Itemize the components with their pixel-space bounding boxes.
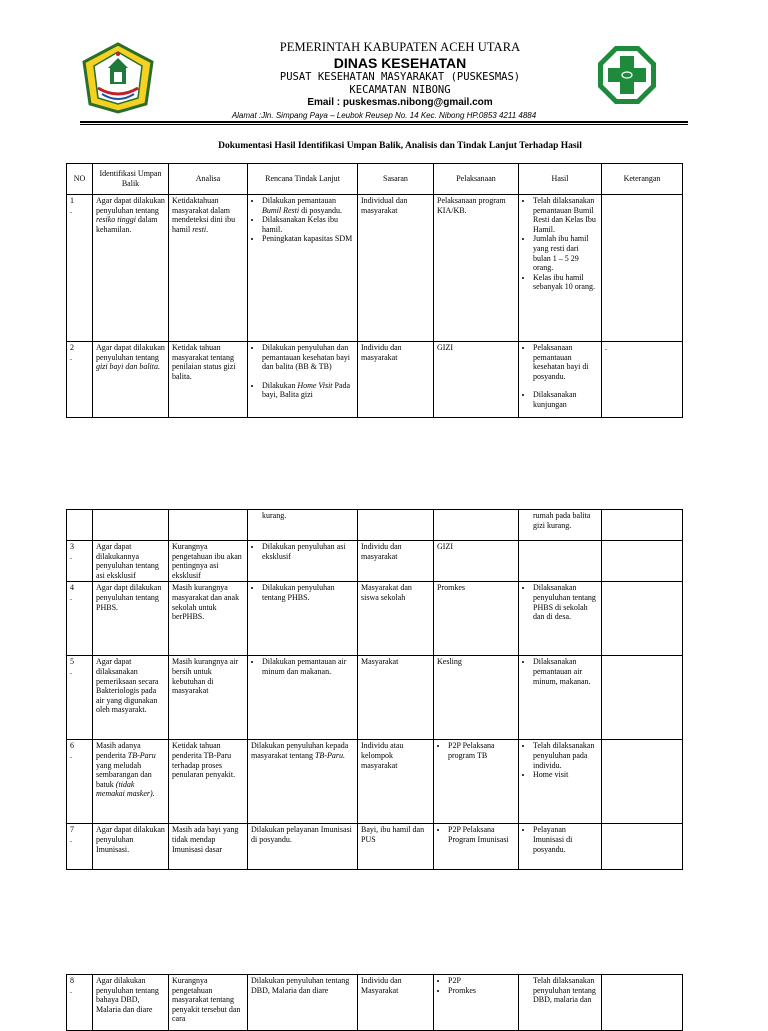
pelaksanaan-cell (434, 510, 519, 541)
sasaran-cell: Masyarakat dan siswa sekolah (358, 582, 434, 656)
analisa-cell: Masih ada bayi yang tidak mendap Imunisasi dasar (169, 824, 248, 870)
analisa-cell: Ketidaktahuan masyarakat dalam mendeteksi dini ibu hamil resti. (169, 195, 248, 342)
hasil-cell (519, 342, 602, 418)
hasil-cell: rumah pada balita gizi kurang. (519, 510, 602, 541)
table-row-2 (67, 342, 683, 418)
letterhead (200, 40, 600, 109)
list-item: • Dilaksanakan kunjungan (533, 390, 598, 409)
identifikasi-cell: Agar dilakukan penyuluhan tentang bahaya DBD, Malaria dan diare (93, 975, 169, 1031)
keterangan-cell (602, 510, 683, 541)
list-item: • P2P (448, 976, 515, 986)
rencana-cell: Dilakukan penyuluhan kepada masyarakat tentang TB-Paru. (248, 740, 358, 824)
identifikasi-cell: Agar dapat dilakukan penyuluhan tentang gizi bayi dan balita. (93, 342, 169, 418)
rencana-cell: kurang. (248, 510, 358, 541)
sasaran-cell (358, 510, 434, 541)
hasil-cell (519, 195, 602, 342)
list-item: • Dilakukan penyuluhan asi eksklusif (262, 542, 354, 561)
col-header-no: NO (67, 164, 93, 195)
hasil-cell (519, 656, 602, 740)
table-row-4 (67, 582, 683, 656)
header-rule-thick (80, 121, 688, 123)
pelaksanaan-cell (434, 975, 519, 1031)
government-name: PEMERINTAH KABUPATEN ACEH UTARA (279, 40, 521, 54)
list-item: • Telah dilaksanakan penyuluhan pada individu. (533, 741, 598, 770)
table-header-row (67, 164, 683, 195)
feedback-table-part-1 (66, 163, 683, 418)
table-row-2-continued (67, 510, 683, 541)
list-item: • Peningkatan kapasitas SDM (262, 234, 354, 244)
table-row-6 (67, 740, 683, 824)
pelaksanaan-cell: GIZI (434, 541, 519, 582)
pelaksanaan-cell: Promkes (434, 582, 519, 656)
health-cross-logo (596, 44, 658, 106)
row-number (67, 510, 93, 541)
feedback-table-part-3 (66, 974, 683, 1031)
list-item: • Dilaksanakan Kelas ibu hamil. (262, 215, 354, 234)
pelaksanaan-cell (434, 740, 519, 824)
keterangan-cell (602, 740, 683, 824)
keterangan-cell (602, 541, 683, 582)
list-item: • Jumlah ibu hamil yang resti dari bulan 1 – 5 29 orang. (533, 234, 598, 272)
row-number: 1 . (67, 195, 93, 342)
row-number: 2 . (67, 342, 93, 418)
identifikasi-cell (93, 510, 169, 541)
pelaksanaan-cell: GIZI (434, 342, 519, 418)
pelaksanaan-cell: Kesling (434, 656, 519, 740)
sasaran-cell: Individu dan masyarakat (358, 541, 434, 582)
list-item: • Dilaksanakan pemantauan air minum, makanan. (533, 657, 598, 686)
list-item: • Pelaksanaan pemantauan kesehatan bayi di posyandu. (533, 343, 598, 381)
list-spacer (262, 372, 354, 381)
col-header-analisa: Analisa (169, 164, 248, 195)
address-line: Alamat :Jln. Simpang Paya – Leubok Reusep No. 14 Kec. Nibong HP.0853 4211 4884 (231, 111, 537, 120)
list-item: • Home visit (533, 770, 598, 780)
pelaksanaan-cell: Pelaksanaan program KIA/KB. (434, 195, 519, 342)
rencana-cell (248, 541, 358, 582)
hasil-cell (519, 740, 602, 824)
rencana-cell: Dilakukan pelayanan Imunisasi di posyandu. (248, 824, 358, 870)
row-number: 6 . (67, 740, 93, 824)
identifikasi-cell: Agar dapat dilakukan penyuluhan tentang resiko tinggi dalam kehamilan. (93, 195, 169, 342)
list-item: • Dilakukan penyuluhan dan pemantauan kesehatan bayi dan balita (BB & TB) (262, 343, 354, 372)
row-number: 4 . (67, 582, 93, 656)
keterangan-cell (602, 824, 683, 870)
row-number: 3 . (67, 541, 93, 582)
col-header-identifikasi: Identifikasi Umpan Balik (93, 164, 169, 195)
list-item: • P2P Pelaksana program TB (448, 741, 515, 760)
row-number: 7 . (67, 824, 93, 870)
sasaran-cell: Individual dan masyarakat (358, 195, 434, 342)
hasil-cell (519, 582, 602, 656)
hasil-cell (519, 541, 602, 582)
col-header-sasaran: Sasaran (358, 164, 434, 195)
email-line: Email : puskesmas.nibong@gmail.com (307, 97, 493, 108)
list-item: • Promkes (448, 986, 515, 996)
rencana-cell (248, 342, 358, 418)
sasaran-cell: Individu dan Masyarakat (358, 975, 434, 1031)
col-header-keterangan: Keterangan (602, 164, 683, 195)
table-row-5 (67, 656, 683, 740)
table-row-1 (67, 195, 683, 342)
keterangan-cell (602, 582, 683, 656)
identifikasi-cell: Agar dapat dilaksanakan pemeriksaan secara Bakteriologis pada air yang digunakan oleh masyarakt. (93, 656, 169, 740)
list-item: • Telah dilaksanakan pemantauan Bumil Resti dan Kelas Ibu Hamil. (533, 196, 598, 234)
table-row-7 (67, 824, 683, 870)
analisa-cell: Kurangnya pengetahuan ibu akan pentingnya asi eksklusif (169, 541, 248, 582)
analisa-cell: Ketidak tahuan penderita TB-Paru terhadap proses penularan penyakit. (169, 740, 248, 824)
list-item: • Dilakukan penyuluhan tentang PHBS. (262, 583, 354, 602)
list-item: • Pelayanan Imunisasi di posyandu. (533, 825, 598, 854)
header-rule-thin (80, 124, 688, 125)
district-name: KECAMATAN NIBONG (349, 83, 451, 96)
list-item: • P2P Pelaksana Program Imunisasi (448, 825, 515, 844)
analisa-cell: Ketidak tahuan masyarakat tentang penilaian status gizi balita. (169, 342, 248, 418)
analisa-cell (169, 510, 248, 541)
table-row-8 (67, 975, 683, 1031)
list-item: • Dilakukan pemantauan Bumil Resti di posyandu. (262, 196, 354, 215)
list-item: • Dilakukan Home Visit Pada bayi, Balita gizi (262, 381, 354, 400)
rencana-cell: Dilakukan penyuluhan tentang DBD, Malaria dan diare (248, 975, 358, 1031)
table-row-3 (67, 541, 683, 582)
rencana-cell (248, 195, 358, 342)
agency-name: DINAS KESEHATAN (333, 55, 467, 71)
col-header-rencana: Rencana Tindak Lanjut (248, 164, 358, 195)
feedback-table-part-2 (66, 509, 683, 870)
keterangan-cell: . (602, 342, 683, 418)
list-item: • Dilakukan pemantauan air minum dan makanan. (262, 657, 354, 676)
keterangan-cell (602, 975, 683, 1031)
analisa-cell: Masih kurangnya air bersih untuk kebutuhan di masyarakat (169, 656, 248, 740)
sasaran-cell: Bayi, ibu hamil dan PUS (358, 824, 434, 870)
keterangan-cell (602, 656, 683, 740)
keterangan-cell (602, 195, 683, 342)
identifikasi-cell: Agar dapt dilakukan penyuluhan tentang PHBS. (93, 582, 169, 656)
list-item: • Kelas ibu hamil sebanyak 10 orang. (533, 273, 598, 292)
row-number: 8 . (67, 975, 93, 1031)
col-header-hasil: Hasil (519, 164, 602, 195)
hasil-cell (519, 824, 602, 870)
document-title: Dokumentasi Hasil Identifikasi Umpan Balik, Analisis dan Tindak Lanjut Terhadap Hasil (218, 141, 582, 151)
identifikasi-cell: Agar dapat dilakukan penyuluhan Imunisasi. (93, 824, 169, 870)
rencana-cell (248, 582, 358, 656)
sasaran-cell: Masyarakat (358, 656, 434, 740)
health-center-name: PUSAT KESEHATAN MASYARAKAT (PUSKESMAS) (279, 71, 521, 83)
hasil-cell: Telah dilaksanakan penyuluhan tentang DBD, malaria dan (519, 975, 602, 1031)
analisa-cell: Kurangnya pengetahuan masyarakat tentang penyakit tersebut dan cara (169, 975, 248, 1031)
aceh-utara-crest-logo (80, 42, 156, 114)
sasaran-cell: Individu atau kelompok masyarakat (358, 740, 434, 824)
analisa-cell: Masih kurangnya masyarakat dan anak sekolah untuk berPHBS. (169, 582, 248, 656)
identifikasi-cell: Agar dapat dilakukannya penyuluhan tentang asi eksklusif (93, 541, 169, 582)
identifikasi-cell: Masih adanya penderita TB-Paru yang meludah sembarangan dan batuk (tidak memakai masker). (93, 740, 169, 824)
list-spacer (533, 381, 598, 390)
pelaksanaan-cell (434, 824, 519, 870)
col-header-pelaksanaan: Pelaksanaan (434, 164, 519, 195)
row-number: 5 . (67, 656, 93, 740)
list-item: • Dilaksanakan penyuluhan tentang PHBS di sekolah dan di desa. (533, 583, 598, 621)
sasaran-cell: Individu dan masyarakat (358, 342, 434, 418)
rencana-cell (248, 656, 358, 740)
